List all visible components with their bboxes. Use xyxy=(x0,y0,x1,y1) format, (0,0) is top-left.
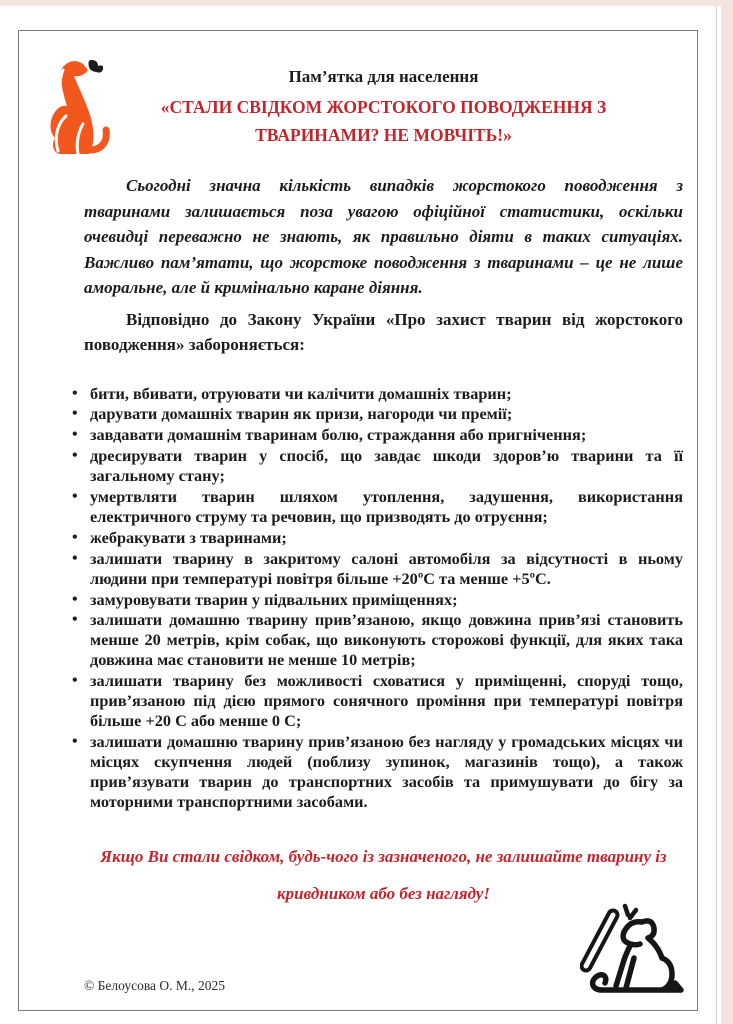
intro-paragraph: Сьогодні значна кількість випадків жорстокого поводження з тваринами залишається поза увагою офіційної статистики, оскільки очевидці переважно не знають, як правильно діяти в таких ситуаціях. Важливо пам’ятати, що жорстоке поводження з тваринами – це не лише аморальне, але й кримінально каране діяння. xyxy=(84,176,683,297)
list-item xyxy=(90,732,683,812)
prohibitions-list xyxy=(84,384,683,812)
page-title: «СТАЛИ СВІДКОМ ЖОРСТОКОГО ПОВОДЖЕННЯ З ТВАРИНАМИ? НЕ МОВЧІТЬ!» xyxy=(160,97,607,145)
list-item-text: завдавати домашнім тваринам болю, страждання або пригнічення; xyxy=(90,425,587,445)
list-item-text: бити, вбивати, отруювати чи калічити домашніх тварин; xyxy=(90,383,512,403)
list-item xyxy=(90,528,683,548)
list-item-text: замуровувати тварин у підвальних приміщеннях; xyxy=(90,589,458,609)
list-item xyxy=(90,487,683,527)
stick-over-dog-icon xyxy=(580,902,700,1004)
list-item-text: дарувати домашніх тварин як призи, нагороди чи премії; xyxy=(90,404,513,424)
list-item xyxy=(90,671,683,731)
list-item-text: умертвляти тварин шляхом утоплення, задушення, використання електричного струму та речовин, що призводять до отруєння; xyxy=(90,487,683,526)
list-item xyxy=(90,425,683,445)
page-edge-line xyxy=(716,6,717,1024)
list-item xyxy=(90,590,683,610)
page-subtitle: Пам’ятка для населення xyxy=(288,67,479,86)
list-item xyxy=(90,446,683,486)
copyright-text: © Белоусова О. М., 2025 xyxy=(84,978,226,993)
list-item xyxy=(90,384,683,404)
leaflet-page-frame xyxy=(18,30,698,1011)
scan-edge-top xyxy=(0,0,733,6)
list-item-text: залишати домашню тварину прив’язаною, якщо довжина прив’язі становить менше 20 метрів, крім собак, що виконують сторожові функції, для яких така довжина має становити не менше 10 метрів; xyxy=(90,610,683,670)
list-item-text: залишати тварину без можливості сховатися у приміщенні, споруді тощо, прив’язаною під дією прямого сонячного проміння при температурі повітря більше +20 С або менше 0 С; xyxy=(90,671,683,730)
list-item xyxy=(90,549,683,589)
law-heading: Відповідно до Закону України «Про захист тварин від жорстокого поводження» забороняється: xyxy=(84,309,683,354)
scan-edge-right xyxy=(721,0,733,1024)
orange-dog-butterfly-icon xyxy=(45,58,115,155)
leaflet-content xyxy=(19,64,697,912)
list-item-text: залишати тварину в закритому салоні автомобіля за відсутності в ньому людини при температурі повітря більше +20ºС та менше +5ºС. xyxy=(90,548,683,588)
list-item xyxy=(90,404,683,424)
list-item-text: залишати домашню тварину прив’язаною без нагляду у громадських місцях чи місцях скупчення людей (поблизу зупинок, магазинів тощо), а також прив’язувати тварин до транспортних засобів та примушувати до бігу за моторними транспортними засобами. xyxy=(90,731,683,811)
warning-text: Якщо Ви стали свідком, будь-чого із зазначеного, не залишайте тварину із кривдником або без нагляду! xyxy=(100,846,667,903)
list-item-text: жебракувати з тваринами; xyxy=(90,527,287,547)
list-item xyxy=(90,610,683,670)
list-item-text: дресирувати тварин у спосіб, що завдає шкоди здоров’ю тварини та її загальному стану; xyxy=(90,446,683,486)
